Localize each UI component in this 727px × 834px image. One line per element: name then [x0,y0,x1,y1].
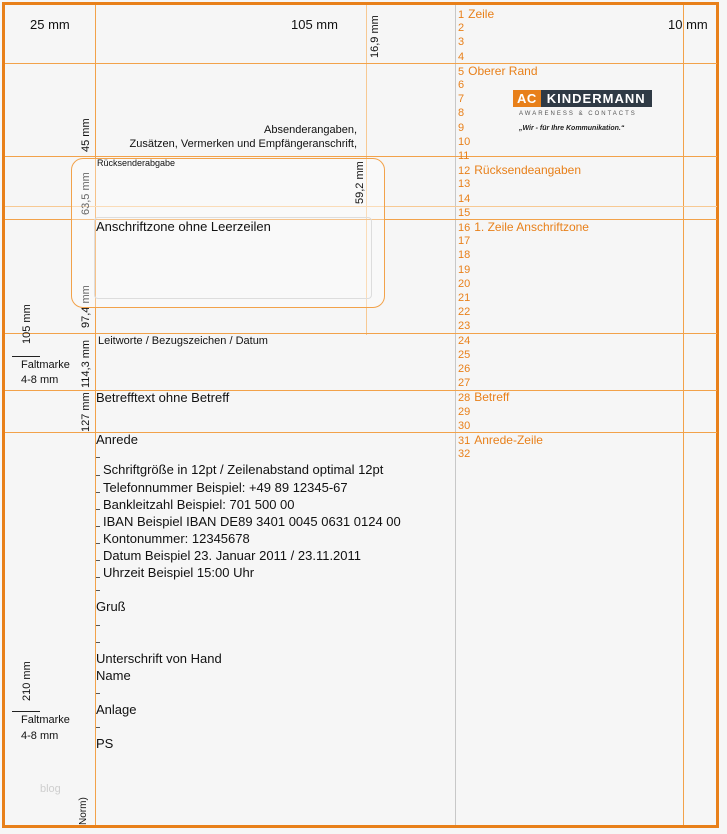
body-tick [96,693,100,694]
leitworte-label: Leitworte / Bezugszeichen / Datum [98,335,268,347]
faltmarke-label-1: Faltmarke [21,359,70,371]
betreff-label: Betrefftext ohne Betreff [96,390,230,405]
line-number-26 [458,362,470,376]
line-number-value: 23 [458,320,471,333]
body-tick [96,727,100,728]
logo-tagline: „Wir - für Ihre Kommunikation.“ [519,125,625,132]
body-tick [96,509,100,510]
line-number-1 [458,7,494,22]
line-number-value: 22 [458,306,471,319]
line-number-label: 1. Zeile Anschriftzone [474,220,589,234]
line-number-value: 24 [458,334,471,347]
body-line: Bankleitzahl Beispiel: 701 500 00 [103,497,295,512]
logo-ac-mark: AC [513,90,541,107]
anlage-label: Anlage [96,702,137,717]
side-label-974: 97,4 mm [80,285,92,328]
line-number-6 [458,78,464,92]
line-number-21 [458,291,470,305]
body-line: IBAN Beispiel IBAN DE89 3401 0045 0631 0124 00 [103,514,401,529]
side-label-norm: Norm) [78,797,89,825]
faltmarke-line-1 [12,356,40,357]
line-number-label: Zeile [468,7,495,21]
line-number-label: Rücksendeangaben [474,163,582,178]
side-label-635: 63,5 mm [80,172,92,215]
line-number-value: 2 [458,22,465,35]
side-label-1143: 114,3 mm [80,339,92,388]
right-margin-guide [683,5,684,825]
line-number-value: 16 [458,222,471,234]
name-label: Name [96,668,131,683]
body-line: Datum Beispiel 23. Januar 2011 / 23.11.2011 [103,548,362,563]
body-tick [96,577,100,578]
line-number-value: 29 [458,405,471,418]
body-line: Uhrzeit Beispiel 15:00 Uhr [103,565,255,580]
logo-name: KINDERMANN [541,90,652,107]
line-number-27 [458,376,470,390]
width-label: 105 mm [291,17,338,32]
line-number-15 [458,206,470,220]
body-tick [96,560,100,561]
line-number-7 [458,92,464,106]
return-zone-line [5,156,717,157]
line-number-value: 18 [458,249,471,262]
body-line: Telefonnummer Beispiel: +49 89 12345-67 [103,480,348,495]
return-address-label: Rücksenderabgabe [97,158,176,168]
leitworte-line [5,333,717,334]
line-number-label: Betreff [474,390,510,405]
line-number-10 [458,135,470,149]
line-number-value: 11 [458,150,470,162]
line-number-value: 28 [458,392,471,405]
address-zone-label: Anschriftzone ohne Leerzeilen [96,219,271,234]
faltmarke-range-2: 4-8 mm [21,730,59,742]
line-number-31 [458,433,543,448]
line-number-value: 6 [458,79,465,91]
line-number-value: 9 [458,121,465,134]
line-number-16 [458,220,589,235]
unterschrift-label: Unterschrift von Hand [96,651,222,666]
line-number-value: 5 [458,65,465,78]
line-number-value: 13 [458,178,471,191]
window-height-label: 59,2 mm [354,161,366,204]
line-number-24 [458,334,470,348]
line-number-18 [458,248,470,262]
left-margin-label: 25 mm [30,17,70,32]
line-number-value: 8 [458,107,465,120]
line-number-value: 1 [458,9,465,21]
line-number-19 [458,263,470,277]
line-number-14 [458,192,470,206]
line-number-28 [458,390,509,405]
line-number-value: 7 [458,93,465,106]
line-number-2 [458,21,464,35]
line-number-3 [458,35,464,49]
line-number-22 [458,305,470,319]
right-margin-label: 10 mm [668,17,708,32]
watermark: blog [40,783,61,795]
line-number-value: 10 [458,135,471,148]
body-tick [96,625,100,626]
line-number-value: 4 [458,50,465,63]
logo-subtitle: AWARENESS & CONTACTS [519,111,637,117]
line-number-value: 3 [458,36,465,49]
line-number-label: Oberer Rand [468,63,538,78]
side-label-105: 105 mm [21,304,33,344]
line-number-value: 12 [458,165,471,178]
line-number-5 [458,64,538,79]
side-label-45: 45 mm [80,118,92,152]
line-number-value: 21 [458,292,471,304]
line-number-13 [458,177,470,191]
anrede-label: Anrede [96,432,138,447]
body-tick [96,642,100,643]
body-tick [96,590,100,591]
line-number-value: 32 [458,448,471,461]
gruss-label: Gruß [96,599,126,614]
line-number-11 [458,149,469,163]
line-number-value: 17 [458,235,471,248]
kindermann-logo [513,90,652,132]
faltmarke-line-2 [12,711,40,712]
top-vertical-label: 16,9 mm [369,15,381,58]
line-number-30 [458,419,470,433]
line-number-23 [458,319,470,333]
line-number-value: 20 [458,277,471,290]
line-number-value: 27 [458,377,471,390]
faltmarke-range-1: 4-8 mm [21,374,59,386]
line-number-label: Anrede-Zeile [474,433,543,447]
line-number-value: 26 [458,363,471,375]
ps-label: PS [96,736,114,751]
side-label-210: 210 mm [21,661,33,701]
line-number-value: 14 [458,192,471,205]
line-number-8 [458,106,464,120]
line-number-12 [458,163,581,178]
line-number-value: 25 [458,348,471,361]
absender-line-2: Zusätzen, Vermerken und Empfängeranschrift, [129,138,357,150]
line-number-value: 19 [458,263,471,276]
line-number-17 [458,234,470,248]
line-number-value: 31 [458,435,471,447]
body-tick [96,492,100,493]
line-number-32 [458,447,470,461]
line-number-20 [458,277,470,291]
body-line: Schriftgröße in 12pt / Zeilenabstand optimal 12pt [103,462,384,477]
line-number-9 [458,121,464,135]
body-tick [96,457,100,458]
line-number-guide [455,5,456,825]
body-tick [96,543,100,544]
line-number-25 [458,348,470,362]
faltmarke-label-2: Faltmarke [21,714,70,726]
absender-line-1: Absenderangaben, [264,124,357,136]
body-line: Kontonummer: 12345678 [103,531,250,546]
body-tick [96,475,100,476]
line-number-4 [458,50,464,64]
side-label-127: 127 mm [80,392,92,432]
body-tick [96,526,100,527]
line-number-value: 15 [458,206,471,219]
upper-margin-line [5,63,717,64]
line-number-value: 30 [458,419,471,432]
line-number-29 [458,405,470,419]
